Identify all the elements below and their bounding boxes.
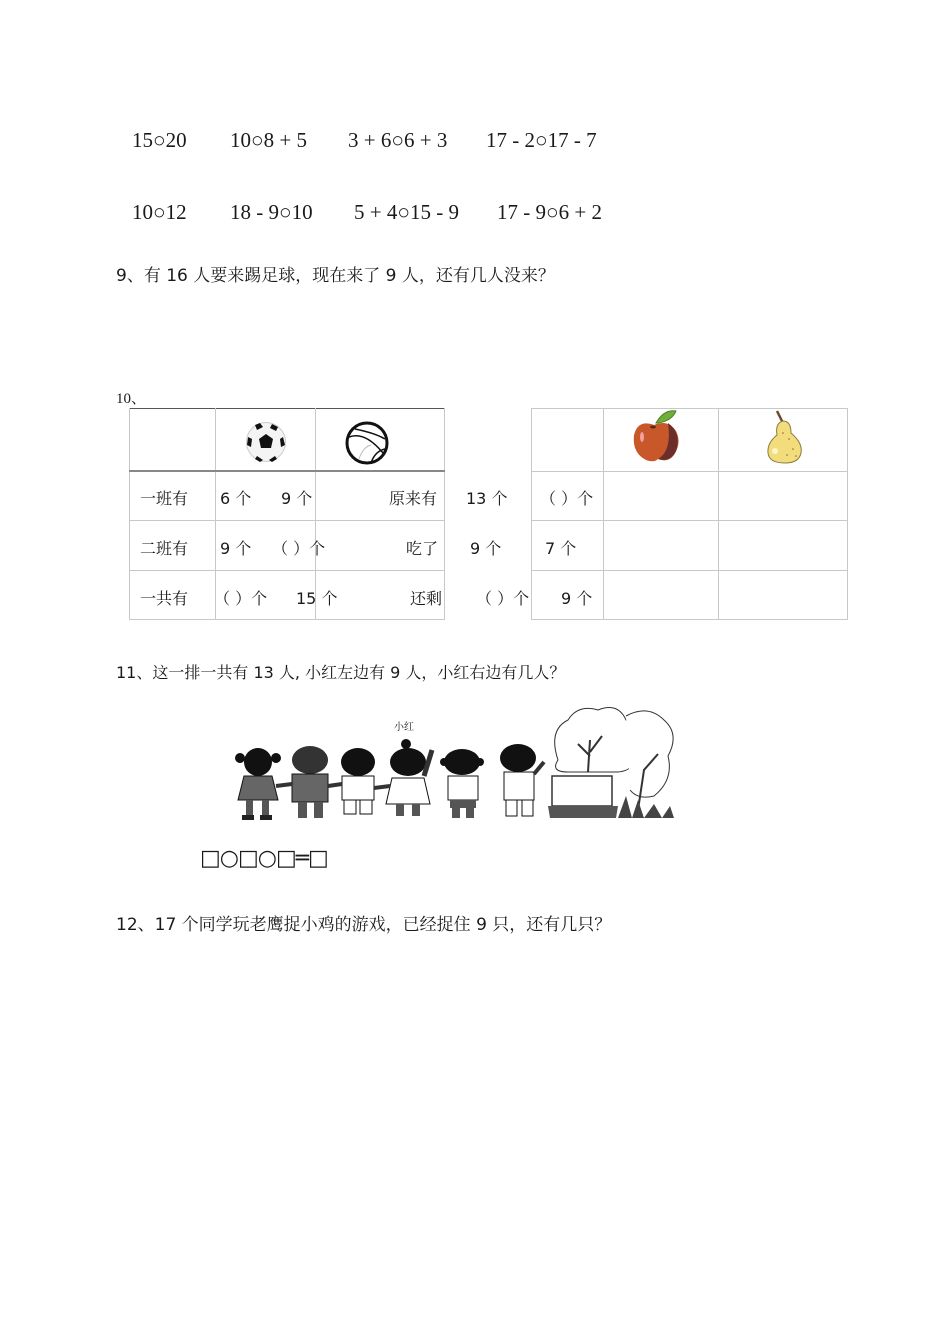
- row-label: 一共有: [140, 589, 189, 608]
- comparison-expr: 15○20: [132, 128, 187, 152]
- children-icon: [218, 700, 678, 825]
- row-label: 二班有: [140, 539, 189, 558]
- question-10-label: 10、: [116, 391, 147, 407]
- soccer-ball-icon: [245, 421, 287, 463]
- answer-template: □○□○□═□: [200, 846, 328, 871]
- basketball-icon: [345, 421, 389, 465]
- children-line-illustration: [218, 700, 678, 825]
- basketball-value: （ ）个: [272, 539, 326, 558]
- question-9: 9、有 16 人要来踢足球，现在来了 9 人，还有几人没来？: [116, 266, 555, 286]
- comparison-expr: 5 + 4○15 - 9: [354, 200, 460, 224]
- row-label: 吃了: [406, 539, 439, 558]
- row-label: 一班有: [140, 489, 189, 508]
- apple-value: （ ）个: [476, 589, 530, 608]
- comparison-expr: 18 - 9○10: [230, 200, 313, 224]
- question-11: 11、这一排一共有 13 人, 小红左边有 9 人，小红右边有几人？: [116, 663, 566, 682]
- basketball-value: 15 个: [296, 589, 338, 608]
- question-12: 12、17 个同学玩老鹰捉小鸡的游戏，已经捉住 9 只，还有几只？: [116, 915, 612, 935]
- soccer-value: 6 个: [220, 489, 252, 508]
- apple-value: 9 个: [470, 539, 502, 558]
- apple-value: 13 个: [466, 489, 508, 508]
- pear-value: 9 个: [561, 589, 593, 608]
- pear-icon: [763, 409, 807, 465]
- apple-icon: [628, 407, 684, 463]
- comparison-expr: 3 + 6○6 + 3: [348, 128, 448, 152]
- pear-value: 7 个: [545, 539, 577, 558]
- row-label: 原来有: [389, 489, 438, 508]
- comparison-expr: 10○12: [132, 200, 187, 224]
- comparison-expr: 17 - 2○17 - 7: [486, 128, 597, 152]
- xiaohong-label: 小红: [394, 722, 414, 733]
- soccer-value: （ ）个: [214, 589, 268, 608]
- soccer-value: 9 个: [220, 539, 252, 558]
- comparison-expr: 17 - 9○6 + 2: [497, 200, 603, 224]
- pear-value: （ ）个: [540, 489, 594, 508]
- basketball-value: 9 个: [281, 489, 313, 508]
- comparison-expr: 10○8 + 5: [230, 128, 308, 152]
- row-label: 还剩: [410, 589, 443, 608]
